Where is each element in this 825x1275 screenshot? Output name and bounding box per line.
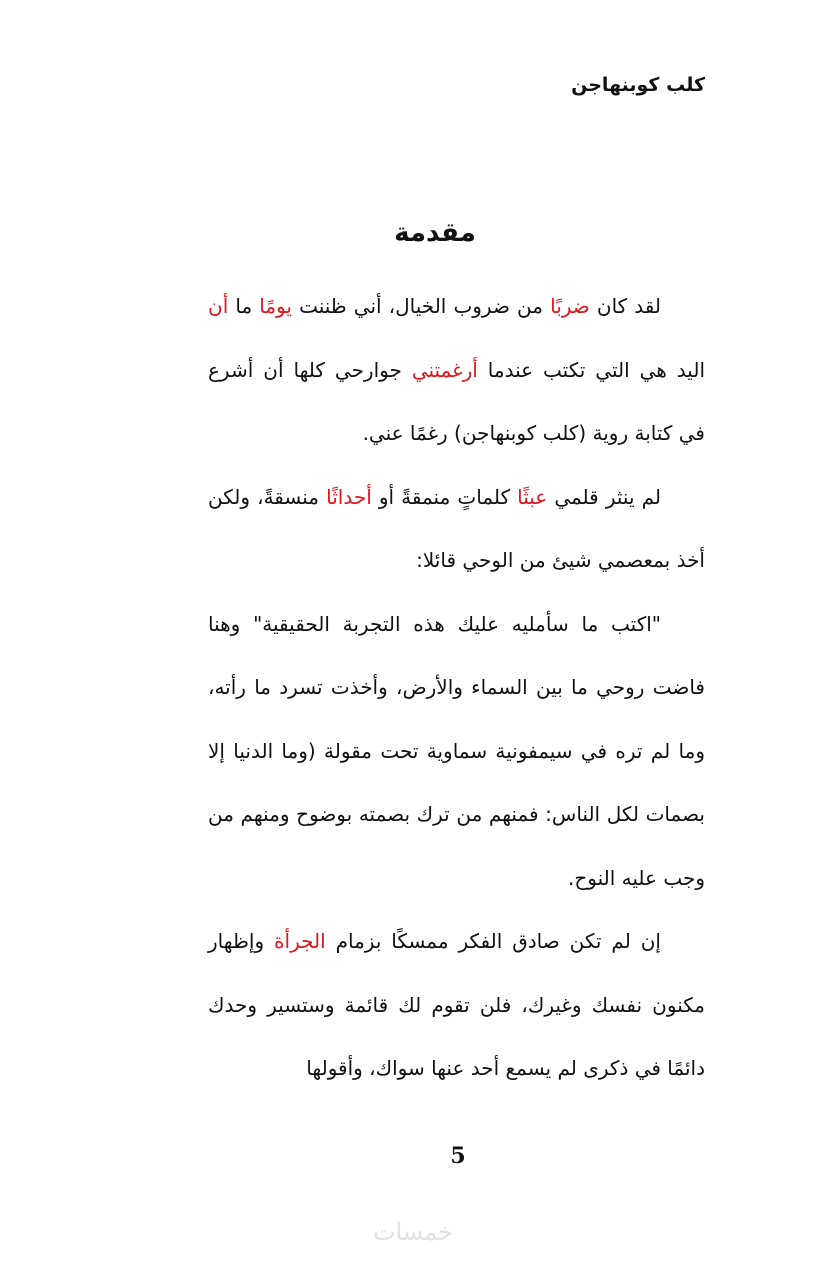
text-segment: إن لم تكن صادق الفكر ممسكًا بزمام [325,929,661,953]
body-text [208,275,705,1101]
highlighted-word: أرغمتني [411,357,478,382]
text-segment: منسقةً، ولكن أخذ بمعصمي شيئ من الوحي قائلا: [208,484,705,572]
highlighted-word: أحداثًا [326,484,372,509]
text-segment: وإظهار مكنون نفسك وغيرك، فلن تقوم لك قائمة وستسير وحدك دائمًا في ذكرى لم يسمع أحد عنها سواك، وأقولها [208,929,705,1080]
highlighted-word: عبثًا [517,484,548,509]
text-segment: اليد هي التي تكتب عندما [477,357,705,382]
highlighted-word: يومًا [259,294,292,318]
highlighted-word: ضربًا [550,294,590,318]
paragraph-4 [208,910,705,1101]
text-segment: ما [228,294,260,318]
text-segment: لم ينثر قلمي [547,484,662,509]
text-segment: "اكتب ما سأمليه عليك هذه التجربة الحقيقية" وهنا فاضت روحي ما بين السماء والأرض، وأخذت تسرد ما رأته، وما لم تره في سيمفونية سماوية تحت مقولة (وما الدنيا إلا بصمات لكل الناس: فمنهم من ترك بصمته بوضوح ومنهم من وجب عليه النوح. [208,611,705,890]
watermark-logo: خمسات [372,1218,454,1246]
running-header-title: كلب كوبنهاجن [571,74,705,96]
text-segment: كلماتٍ منمقةً أو [371,484,518,509]
paragraph-2 [208,466,705,593]
text-segment: لقد كان [589,294,661,318]
paragraph-1 [208,275,705,466]
highlighted-word: أن [208,294,229,318]
paragraph-3 [208,593,705,911]
chapter-title: مقدمة [394,218,476,248]
text-segment: من ضروب الخيال، أني ظننت [291,294,551,318]
highlighted-word: الجرأة [274,929,326,953]
page-number: 5 [450,1143,466,1169]
text-segment: جوارحي كلها أن أشرع في كتابة روية (كلب كوبنهاجن) رغمًا عني. [208,357,705,445]
